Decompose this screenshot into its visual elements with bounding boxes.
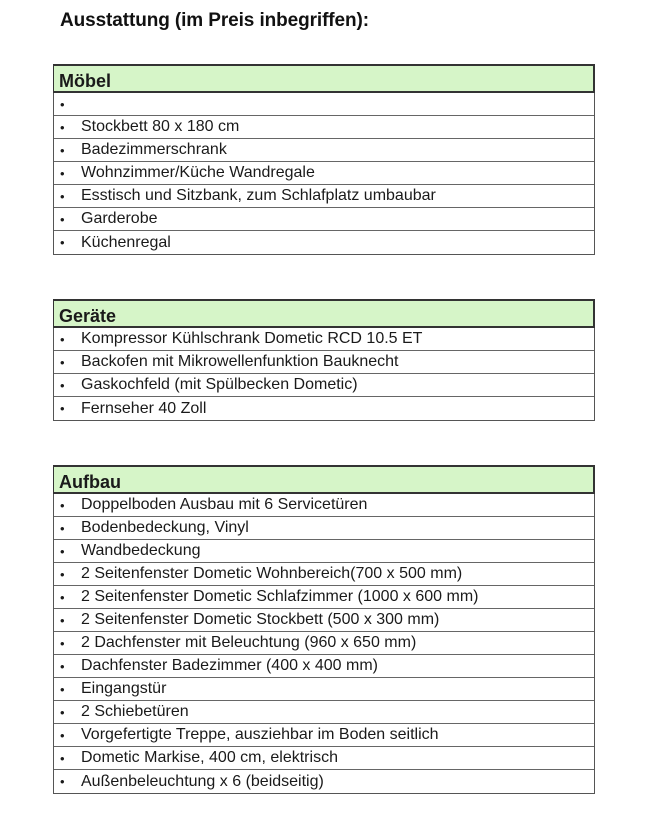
list-item [54,93,594,116]
bullet-icon: • [60,635,65,651]
list-item: • Fernseher 40 Zoll [54,397,594,420]
bullet-icon: • [60,681,65,697]
bullet-icon: • [60,119,65,135]
bullet-icon: • [60,377,65,393]
section-heading: Möbel [53,64,595,93]
list-item: • Dachfenster Badezimmer (400 x 400 mm) [54,655,594,678]
section-heading: Geräte [53,299,595,328]
list-item: • Garderobe [54,208,594,231]
list-item: • Wandbedeckung [54,540,594,563]
bullet-icon: • [60,704,65,720]
page-title: Ausstattung (im Preis inbegriffen): [60,10,369,31]
bullet-icon: • [60,566,65,582]
bullet-icon: • [60,188,65,204]
bullet-icon: • [60,354,65,370]
bullet-icon: • [60,401,65,416]
list-item: • Kompressor Kühlschrank Dometic RCD 10.5 ET [54,328,594,351]
list-item: • Küchenregal [54,231,594,254]
list-item: • Eingangstür [54,678,594,701]
bullet-icon: • [60,211,65,227]
bullet-icon: • [60,165,65,181]
section-aufbau [53,465,595,794]
bullet-icon: • [60,658,65,674]
list-item: • 2 Seitenfenster Dometic Wohnbereich(700 x 500 mm) [54,563,594,586]
bullet-icon: • [60,589,65,605]
list-item: • 2 Seitenfenster Dometic Schlafzimmer (1000 x 600 mm) [54,586,594,609]
bullet-icon: • [60,142,65,158]
bullet-icon: • [60,612,65,628]
list-item: • Esstisch und Sitzbank, zum Schlafplatz umbaubar [54,185,594,208]
list-item: • Bodenbedeckung, Vinyl [54,517,594,540]
bullet-icon: • [60,235,65,250]
list-item: • 2 Schiebetüren [54,701,594,724]
list-item: • Vorgefertigte Treppe, ausziehbar im Boden seitlich [54,724,594,747]
bullet-icon: • [60,543,65,559]
bullet-icon: • [60,750,65,766]
list-item: • Stockbett 80 x 180 cm [54,116,594,139]
bullet-icon: • [60,520,65,536]
bullet-icon: • [60,774,65,789]
list-item: • 2 Dachfenster mit Beleuchtung (960 x 650 mm) [54,632,594,655]
bullet-icon: • [60,331,65,347]
section-heading: Aufbau [53,465,595,494]
list-item: • Gaskochfeld (mit Spülbecken Dometic) [54,374,594,397]
bullet-icon: • [60,727,65,743]
section-moebel [53,64,595,255]
list-item: • Wohnzimmer/Küche Wandregale [54,162,594,185]
list-item: • Dometic Markise, 400 cm, elektrisch [54,747,594,770]
list-item: • 2 Seitenfenster Dometic Stockbett (500 x 300 mm) [54,609,594,632]
bullet-icon: • [60,96,65,112]
section-geraete [53,299,595,421]
list-item: • Badezimmerschrank [54,139,594,162]
bullet-icon: • [60,497,65,513]
list-item: • Außenbeleuchtung x 6 (beidseitig) [54,770,594,793]
list-item: • Doppelboden Ausbau mit 6 Servicetüren [54,494,594,517]
list-item: • Backofen mit Mikrowellenfunktion Bauknecht [54,351,594,374]
